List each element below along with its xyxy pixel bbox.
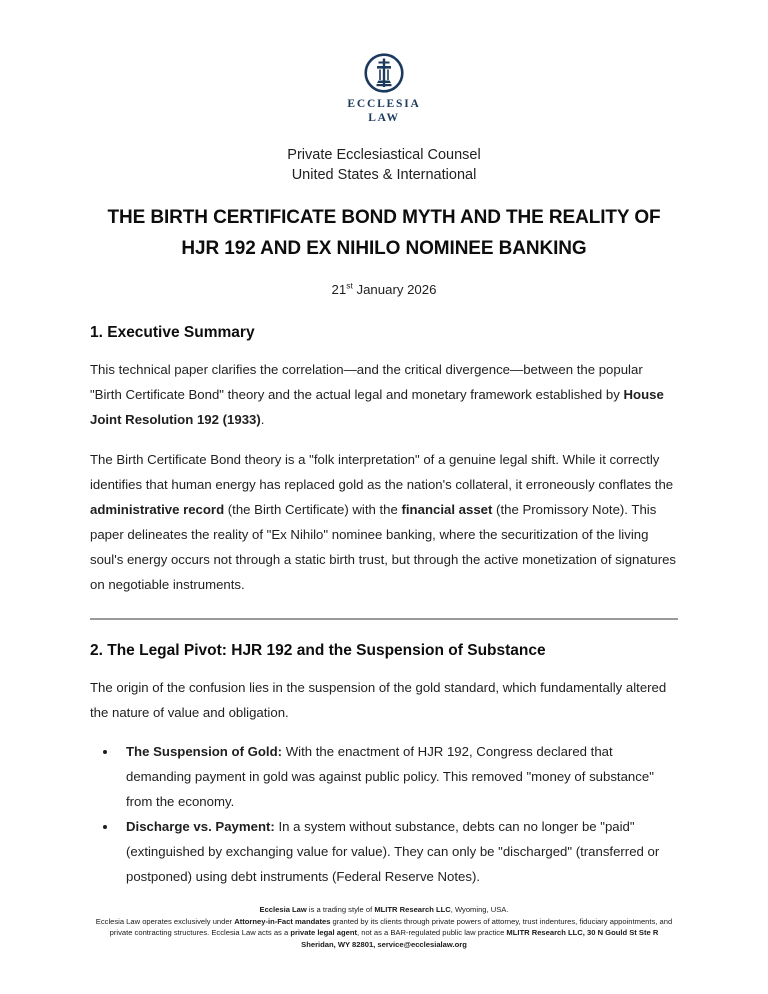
section2-heading: 2. The Legal Pivot: HJR 192 and the Suspension of Substance: [90, 642, 546, 659]
letterhead: [0, 145, 768, 185]
footer-trading-style-line: Ecclesia Law is a trading style of MLITR Research LLC, Wyoming, USA.: [259, 905, 509, 914]
logo-text-line1: ECCLESIA: [347, 98, 421, 110]
section1-paragraph1: This technical paper clarifies the correlation—and the critical divergence—between the popular "Birth Certificate Bond" theory and the actual legal and monetary framework established by House Joint Resolution 192 (1933).: [90, 362, 664, 427]
law-column-emblem-icon: [363, 52, 405, 94]
document-footer: [92, 904, 676, 950]
footer-disclaimer-line: Ecclesia Law operates exclusively under Attorney-in-Fact mandates granted by its clients through private powers of attorney, trust indentures, fiduciary appointments, and private contracting structures. Ecclesia Law acts as a private legal agent, not as a BAR-regulated public law practice MLITR Research LLC, 30 N Gould St Ste R Sheridan, WY 82801, service@ecclesialaw.org: [95, 916, 673, 949]
document-title-line1: THE BIRTH CERTIFICATE BOND MYTH AND THE REALITY OF: [107, 207, 661, 228]
section1-heading: 1. Executive Summary: [90, 324, 255, 341]
letterhead-line2: United States & International: [291, 167, 477, 183]
document-title-line2: HJR 192 AND EX NIHILO NOMINEE BANKING: [181, 238, 587, 259]
bullet-item-discharge-vs-payment: • Discharge vs. Payment: In a system without substance, debts can no longer be "paid" (extinguished by exchanging value for value). They can only be "discharged" (transferred or postponed) using debt instruments (Federal Reserve Notes).: [118, 814, 678, 889]
section1-paragraph2: The Birth Certificate Bond theory is a "folk interpretation" of a genuine legal shift. While it correctly identifies that human energy has replaced gold as the nation's collateral, it erroneously conflates the administrative record (the Birth Certificate) with the financial asset (the Promissory Note). This paper delineates the reality of "Ex Nihilo" nominee banking, where the securitization of the living soul's energy occurs not through a static birth trust, but through the active monetization of signatures on negotiable instruments.: [90, 452, 677, 592]
letterhead-line1: Private Ecclesiastical Counsel: [287, 147, 481, 163]
bullet-item-suspension-of-gold: • The Suspension of Gold: With the enactment of HJR 192, Congress declared that demanding payment in gold was against public policy. This removed "money of substance" from the economy.: [118, 739, 678, 814]
document-body: [90, 323, 678, 889]
section-divider: [90, 618, 678, 620]
logo-text-line2: LAW: [368, 112, 400, 124]
section2-bullet-list: [90, 739, 678, 889]
document-date: 21st January 2026: [331, 280, 437, 297]
document-title: [0, 202, 768, 264]
section2-paragraph1: The origin of the confusion lies in the suspension of the gold standard, which fundamentally altered the nature of value and obligation.: [90, 680, 667, 720]
logo-block: [0, 0, 768, 125]
